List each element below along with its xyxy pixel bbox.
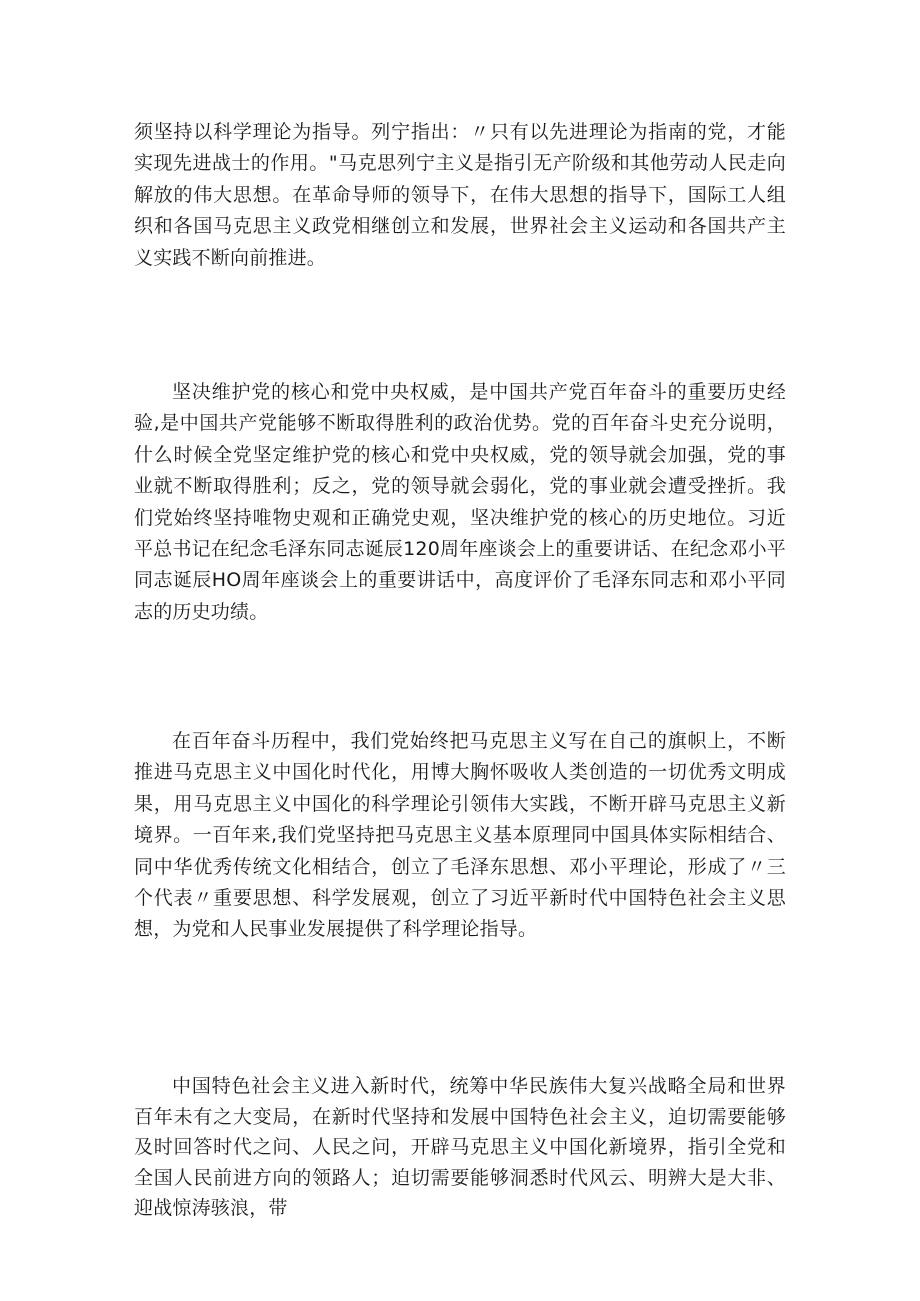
paragraph-party-core-authority: 坚决维护党的核心和党中央权威，是中国共产党百年奋斗的重要历史经验,是中国共产党能够不断取得胜利的政治优势。党的百年奋斗史充分说明，什么时候全党坚定维护党的核心和党中央权威，党的领导就会加强，党的事业就不断取得胜利；反之，党的领导就会弱化，党的事业就会遭受挫折。我们党始终坚持唯物史观和正确党史观，坚决维护党的核心的历史地位。习近平总书记在纪念毛泽东同志诞辰120周年座谈会上的重要讲话、在纪念邓小平同志诞辰HO周年座谈会上的重要讲话中，高度评价了毛泽东同志和邓小平同志的历史功绩。 — [134, 381, 786, 623]
paragraph-marxism-sinicization: 在百年奋斗历程中，我们党始终把马克思主义写在自己的旗帜上，不断推进马克思主义中国化时代化，用博大胸怀吸收人类创造的一切优秀文明成果，用马克思主义中国化的科学理论引领伟大实践，不断开辟马克思主义新境界。一百年来,我们党坚持把马克思主义基本原理同中国具体实际相结合、同中华优秀传统文化相结合，创立了毛泽东思想、邓小平理论，形成了〃三个代表〃重要思想、科学发展观，创立了习近平新时代中国特色社会主义思想，为党和人民事业发展提供了科学理论指导。 — [134, 730, 786, 941]
paragraph-new-era: 中国特色社会主义进入新时代，统筹中华民族伟大复兴战略全局和世界百年未有之大变局，在新时代坚持和发展中国特色社会主义，迫切需要能够及时回答时代之问、人民之问，开辟马克思主义中国化新境界，指引全党和全国人民前进方向的领路人；迫切需要能够洞悉时代风云、明辨大是大非、迎战惊涛骇浪，带 — [134, 1075, 786, 1220]
paragraph-continuation: 须坚持以科学理论为指导。列宁指出：〃只有以先进理论为指南的党，才能实现先进战士的作用。"马克思列宁主义是指引无产阶级和其他劳动人民走向解放的伟大思想。在革命导师的领导下，在伟大思想的指导下，国际工人组织和各国马克思主义政党相继创立和发展，世界社会主义运动和各国共产主义实践不断向前推进。 — [134, 121, 786, 269]
